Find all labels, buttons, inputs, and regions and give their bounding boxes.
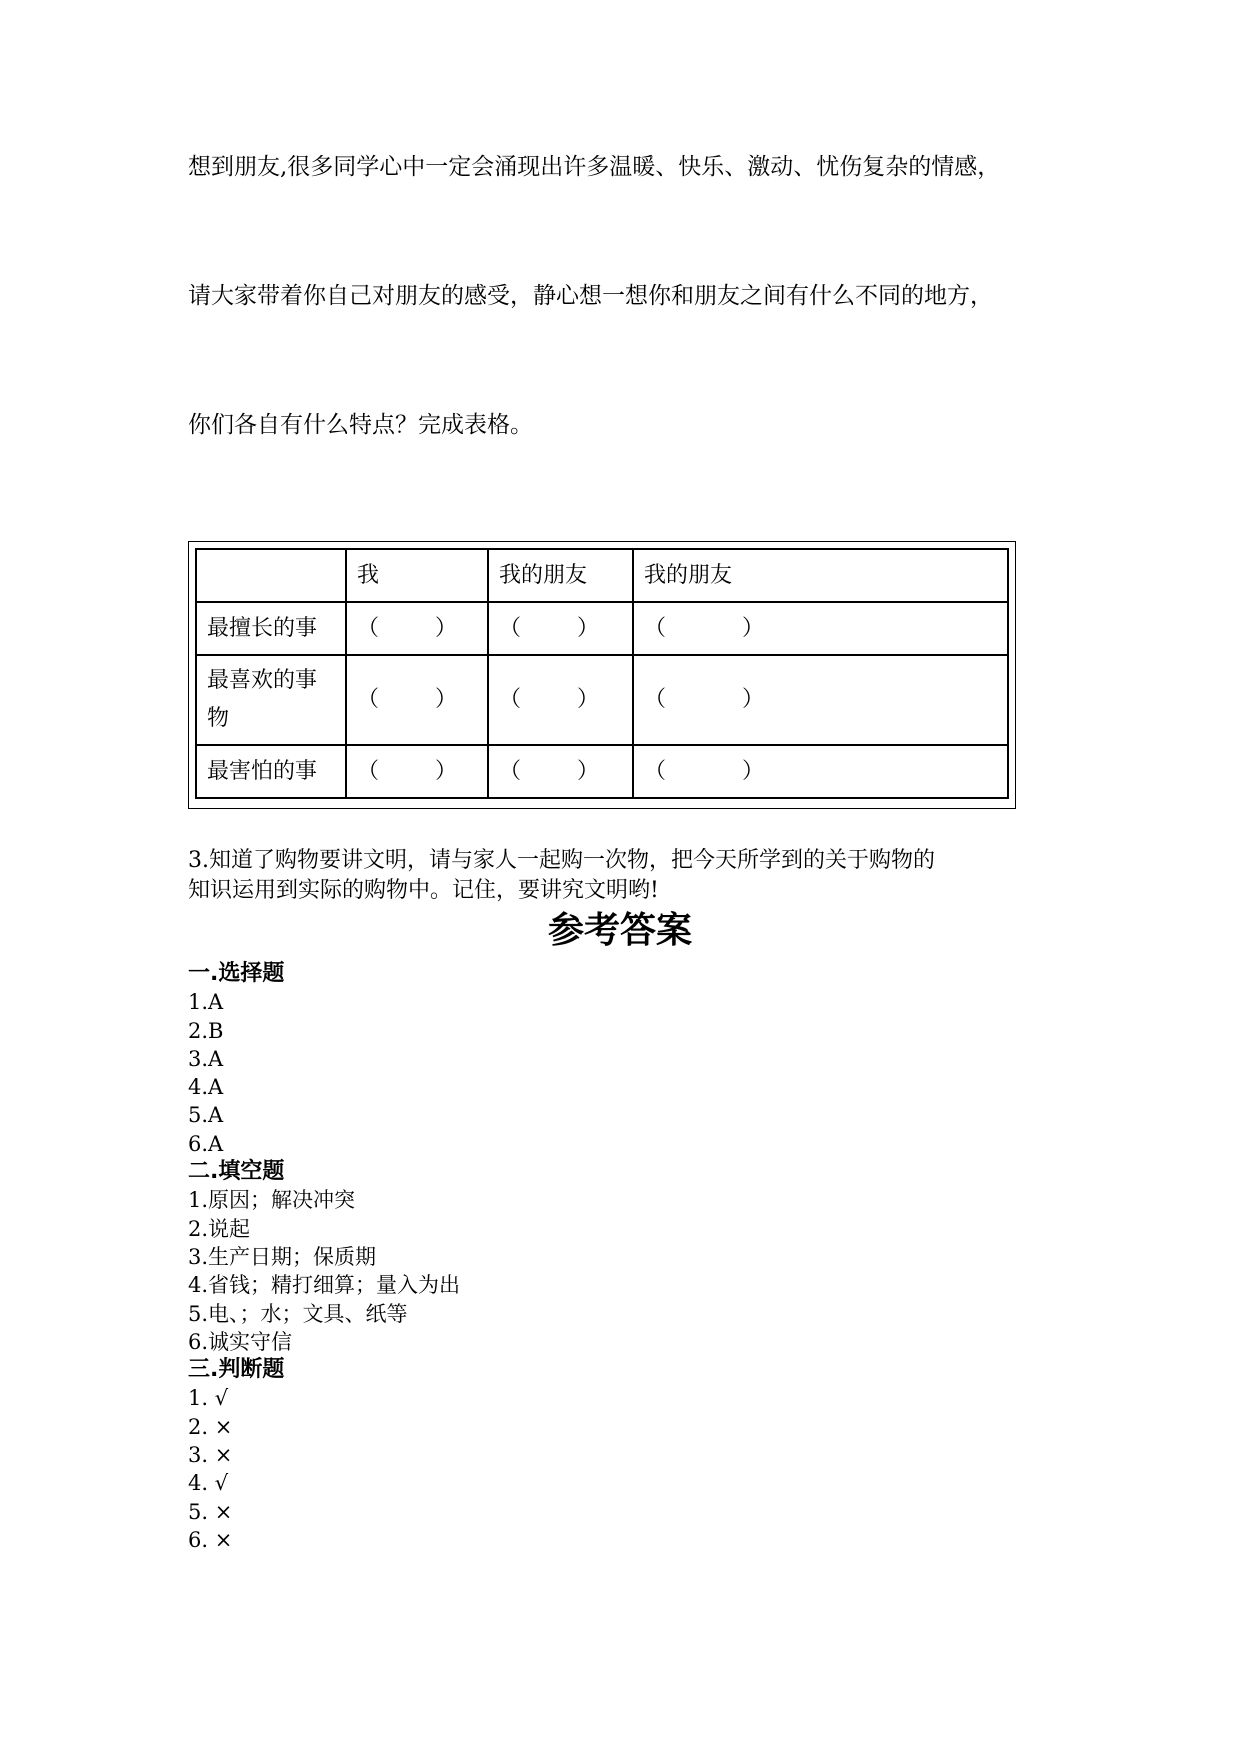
answer-item: 2.说起: [188, 1216, 251, 1241]
answer-item: 2. ×: [188, 1414, 233, 1439]
answer-blank[interactable]: （ ）: [346, 745, 488, 798]
answer-item: 3.A: [188, 1046, 224, 1071]
table-header-row: [196, 549, 1008, 602]
intro-line-3: 你们各自有什么特点？完成表格。: [188, 412, 533, 438]
answer-item: 3. ×: [188, 1443, 233, 1468]
intro-line-1: 想到朋友,很多同学心中一定会涌现出许多温暖、快乐、激动、忧伤复杂的情感，: [188, 154, 1001, 180]
answer-blank[interactable]: （ ）: [346, 602, 488, 655]
answer-item: 5. ×: [188, 1499, 233, 1524]
header-empty-cell: [196, 549, 346, 602]
header-my-friend-1: 我的朋友: [488, 549, 633, 602]
table-row: [196, 655, 1008, 745]
friend-comparison-table: [195, 548, 1009, 799]
section-title-true-false: 三.判断题: [188, 1357, 285, 1383]
answer-item: 3.生产日期；保质期: [188, 1244, 377, 1269]
answer-key-title: 参考答案: [547, 910, 692, 951]
answer-item: 6. ×: [188, 1527, 233, 1552]
answer-item: 5.A: [188, 1103, 224, 1128]
answer-item: 2.B: [188, 1018, 224, 1043]
answer-item: 1.原因；解决冲突: [188, 1188, 356, 1213]
answer-blank[interactable]: （ ）: [633, 602, 1008, 655]
row-label-favorite-things: 最喜欢的事物: [196, 655, 346, 745]
answer-item: 1. √: [188, 1386, 229, 1411]
answer-item: 1.A: [188, 990, 224, 1015]
answer-blank[interactable]: （ ）: [633, 745, 1008, 798]
question-3-line-2: 知识运用到实际的购物中。记住，要讲究文明哟!: [188, 878, 659, 903]
table-row: [196, 745, 1008, 798]
answer-blank[interactable]: （ ）: [346, 655, 488, 745]
answer-item: 4.省钱；精打细算；量入为出: [188, 1273, 461, 1298]
header-my-friend-2: 我的朋友: [633, 549, 1008, 602]
header-me: 我: [346, 549, 488, 602]
answer-blank[interactable]: （ ）: [488, 655, 633, 745]
table-row: [196, 602, 1008, 655]
answer-blank[interactable]: （ ）: [488, 602, 633, 655]
question-3-line-1: 3.知道了购物要讲文明，请与家人一起购一次物，把今天所学到的关于购物的: [188, 848, 935, 873]
answer-key: [188, 960, 460, 1554]
section-title-fill-blank: 二.填空题: [188, 1159, 285, 1185]
answer-blank[interactable]: （ ）: [488, 745, 633, 798]
answer-item: 6.诚实守信: [188, 1329, 293, 1354]
row-label-best-at: 最擅长的事: [196, 602, 346, 655]
intro-line-2: 请大家带着你自己对朋友的感受，静心想一想你和朋友之间有什么不同的地方，: [188, 283, 993, 309]
answer-item: 4.A: [188, 1075, 224, 1100]
answer-item: 5.电、；水；文具、纸等: [188, 1301, 408, 1326]
answer-item: 4. √: [188, 1471, 229, 1496]
row-label-most-afraid: 最害怕的事: [196, 745, 346, 798]
section-title-choice: 一.选择题: [188, 961, 285, 986]
answer-item: 6.A: [188, 1131, 224, 1156]
answer-blank[interactable]: （ ）: [633, 655, 1008, 745]
question-3: [188, 846, 935, 906]
